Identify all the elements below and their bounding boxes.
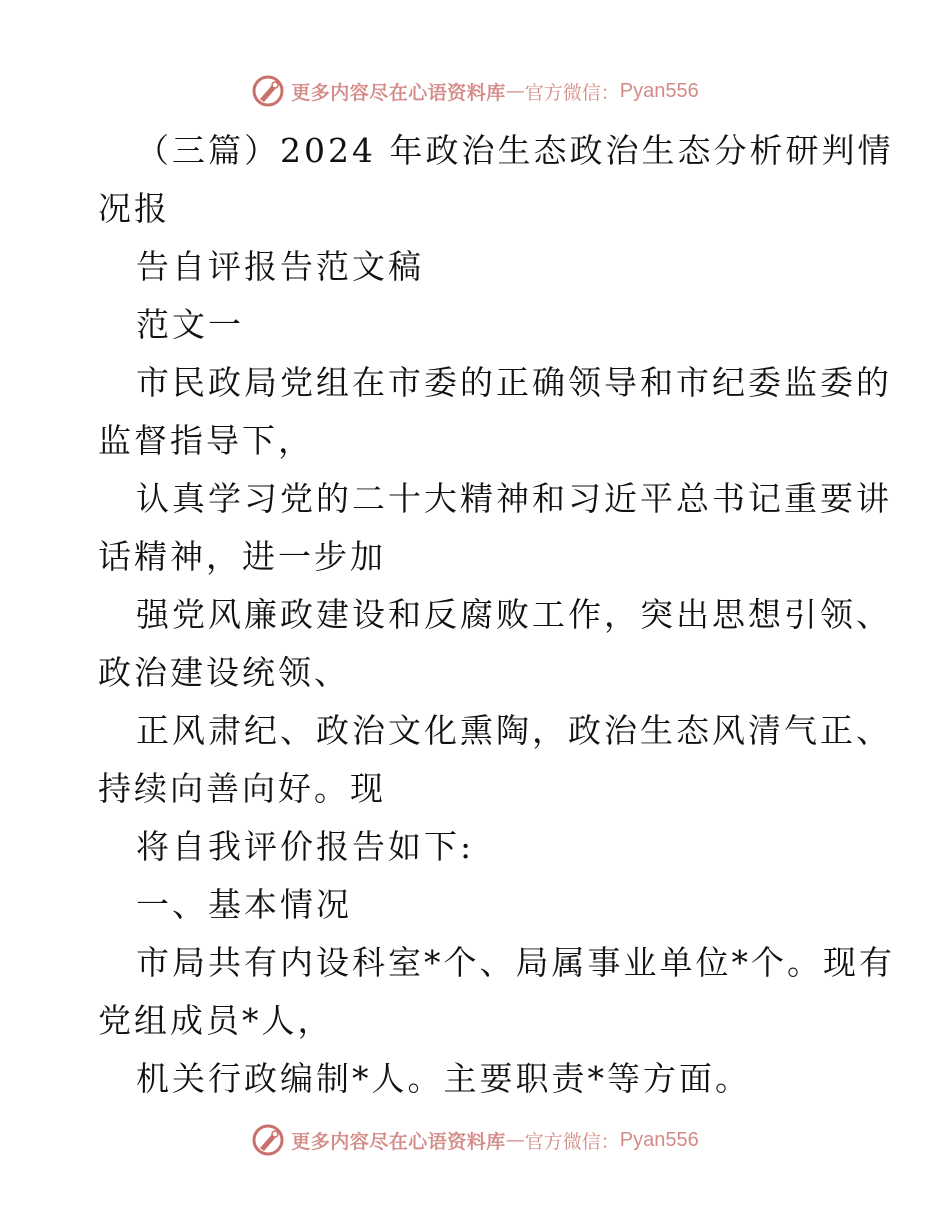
- paragraph-line: 监督指导下，: [98, 421, 314, 460]
- pen-logo-icon: [251, 1123, 285, 1157]
- pen-logo-icon: [251, 74, 285, 108]
- header-watermark: [0, 71, 950, 111]
- watermark-separator: —: [505, 1129, 525, 1151]
- watermark-label: 官方微信：: [524, 1130, 620, 1153]
- paragraph-line: 市局共有内设科室*个、局属事业单位*个。现有: [136, 943, 895, 982]
- paragraph-line: 认真学习党的二十大精神和习近平总书记重要讲: [136, 479, 892, 518]
- paragraph-line: 强党风廉政建设和反腐败工作，突出思想引领、: [136, 595, 892, 634]
- title-line-3: 告自评报告范文稿: [136, 247, 424, 286]
- title-line-1: （三篇）2024 年政治生态政治生态分析研判情: [136, 131, 894, 170]
- paragraph-line: 市民政局党组在市委的正确领导和市纪委监委的: [136, 363, 892, 402]
- watermark-text: 更多内容尽在心语资料库: [291, 1130, 506, 1153]
- watermark-label: 官方微信：: [524, 81, 620, 104]
- paragraph-line: 正风肃纪、政治文化熏陶，政治生态风清气正、: [136, 711, 892, 750]
- watermark-separator: —: [505, 80, 525, 102]
- title-line-2: 况报: [98, 189, 170, 228]
- subsection-heading: 一、基本情况: [136, 885, 352, 924]
- paragraph-line: 话精神，进一步加: [98, 537, 386, 576]
- paragraph-line: 机关行政编制*人。主要职责*等方面。: [136, 1059, 751, 1098]
- watermark-wechat-id: Pyan556: [619, 1128, 699, 1151]
- paragraph-line: 政治建设统领、: [98, 653, 350, 692]
- paragraph-line: 将自我评价报告如下:: [136, 827, 475, 866]
- footer-watermark: [0, 1120, 950, 1160]
- watermark-text: 更多内容尽在心语资料库: [291, 81, 506, 104]
- paragraph-line: 党组成员*人，: [98, 1001, 334, 1040]
- watermark-wechat-id: Pyan556: [619, 79, 699, 102]
- paragraph-line: 持续向善向好。现: [98, 769, 386, 808]
- section-heading: 范文一: [136, 305, 244, 344]
- document-body: [98, 122, 895, 1108]
